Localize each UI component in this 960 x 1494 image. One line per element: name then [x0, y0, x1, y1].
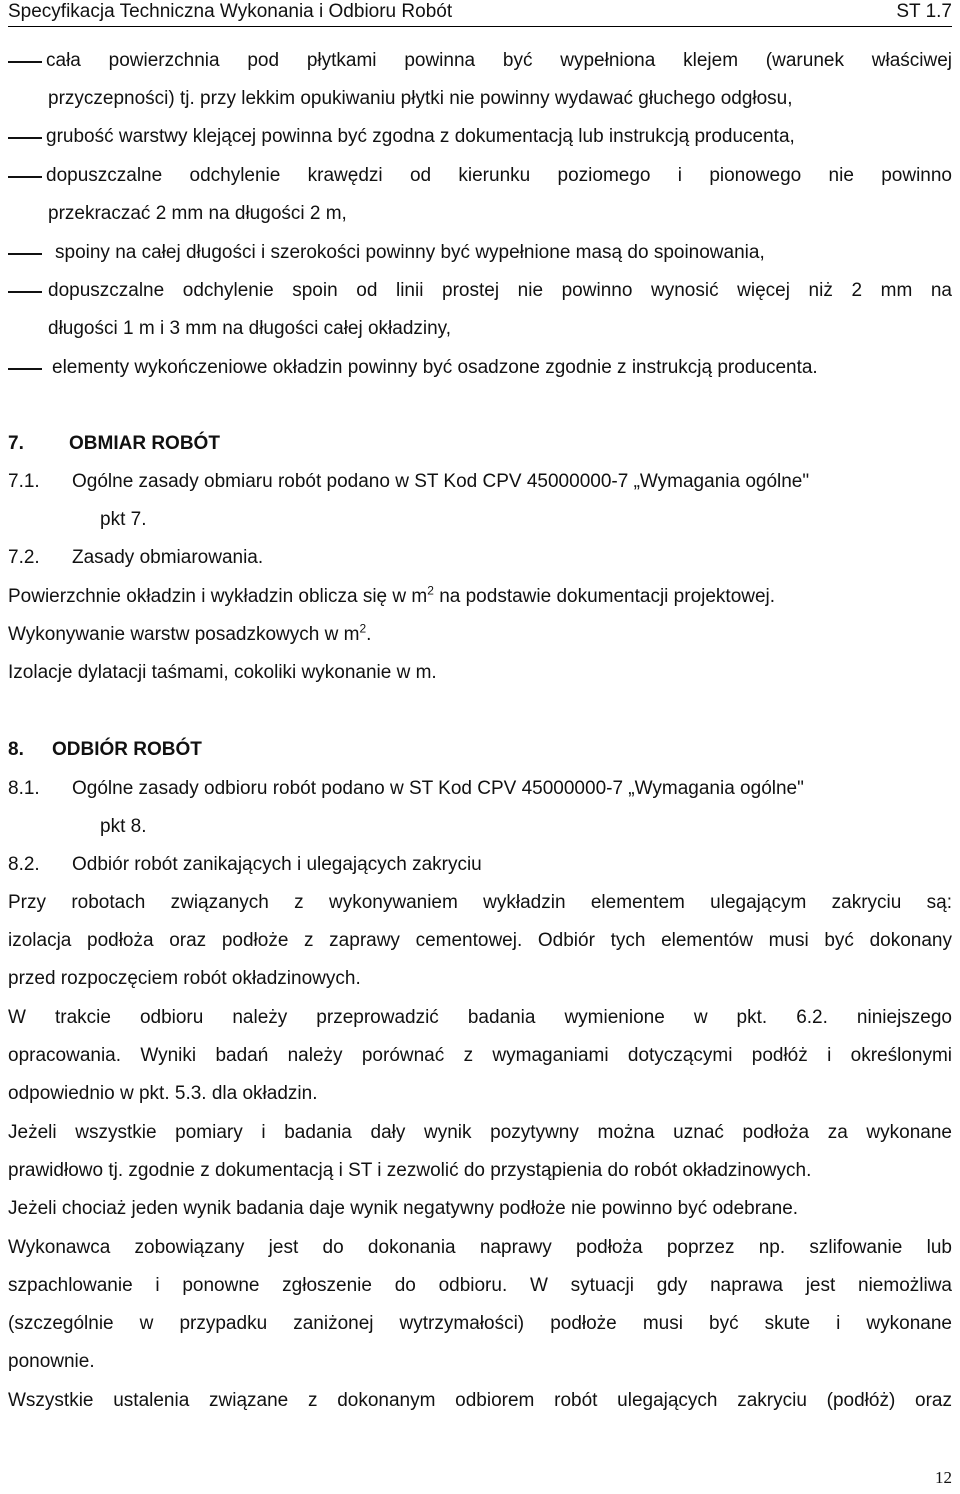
list-item [8, 357, 952, 381]
body-line: W trakcie odbioru należy przeprowadzić badania wymienione w pkt. 6.2. niniejszego [8, 1007, 952, 1028]
list-item [8, 280, 952, 340]
subsection-8-1-text-cont: pkt 8. [100, 816, 147, 837]
body-line: opracowania. Wyniki badań należy porównać z wymaganiami dotyczącymi podłóż i określonymi [8, 1045, 952, 1066]
measure-paragraph-3: Izolacje dylatacji taśmami, cokoliki wykonanie w m. [8, 662, 437, 683]
body-line: Przy robotach związanych z wykonywaniem wykładzin elementem ulegającym zakryciu są: [8, 892, 952, 913]
list-item [8, 165, 952, 225]
section-8-heading: ODBIÓR ROBÓT [52, 739, 202, 760]
measure-paragraph-1: Powierzchnie okładzin i wykładzin oblicza się w $m^2$ na podstawie dokumentacji projektowej. [8, 583, 776, 607]
body-line: Wykonawca zobowiązany jest do dokonania naprawy podłoża poprzez np. szlifowanie lub [8, 1237, 952, 1258]
measure-paragraph-2: Wykonywanie warstw posadzkowych w $m^2$. [8, 621, 372, 645]
document-title: Specyfikacja Techniczna Wykonania i Odbioru Robót [8, 1, 453, 22]
body-line: prawidłowo tj. zgodnie z dokumentacją i ST i zezwolić do przystąpienia do robót okładzinowych. [8, 1160, 812, 1181]
list-item [8, 126, 952, 150]
subsection-7-2-title: Zasady obmiarowania. [72, 547, 264, 568]
body-line: Wszystkie ustalenia związane z dokonanym odbiorem robót ulegających zakryciu (podłóż) oraz [8, 1390, 952, 1411]
subsection-7-2-number: 7.2. [8, 547, 40, 568]
body-line: odpowiednio w pkt. 5.3. dla okładzin. [8, 1083, 318, 1104]
body-line: izolacja podłoża oraz podłoże z zaprawy cementowej. Odbiór tych elementów musi być dokonany [8, 930, 952, 951]
section-8-number: 8. [8, 739, 24, 760]
subsection-8-2-number: 8.2. [8, 854, 40, 875]
list-item-text-cont: przyczepności) tj. przy lekkim opukiwaniu płytki nie powinny wydawać głuchego odgłosu, [48, 88, 793, 109]
body-line: ponownie. [8, 1351, 95, 1372]
list-item-text-cont: przekraczać 2 mm na długości 2 m, [48, 203, 347, 224]
page-number: 12 [935, 1468, 952, 1487]
body-line: przed rozpoczęciem robót okładzinowych. [8, 968, 361, 989]
subsection-7-1-text: Ogólne zasady obmiaru robót podano w ST Kod CPV 45000000-7 „Wymagania ogólne" [72, 471, 810, 492]
body-line: Jeżeli chociaż jeden wynik badania daje wynik negatywny podłoże nie powinno być odebrane. [8, 1198, 799, 1219]
subsection-7-1-number: 7.1. [8, 471, 40, 492]
subsection-7-1-text-cont: pkt 7. [100, 509, 147, 530]
section-7-heading: OBMIAR ROBÓT [69, 433, 220, 454]
list-item-text: spoiny na całej długości i szerokości powinny być wypełnione masą do spoinowania, [55, 242, 765, 263]
spec-code: ST 1.7 [896, 1, 952, 22]
list-item-text-cont: długości 1 m i 3 mm na długości całej okładziny, [48, 318, 452, 339]
subsection-8-1-number: 8.1. [8, 778, 40, 799]
subsection-8-1-text: Ogólne zasady odbioru robót podano w ST Kod CPV 45000000-7 „Wymagania ogólne" [72, 778, 804, 799]
page-header [8, 0, 952, 27]
body-line: (szczególnie w przypadku zaniżonej wytrzymałości) podłoże musi być skute i wykonane [8, 1313, 952, 1334]
list-item [8, 242, 952, 266]
list-item [8, 50, 952, 110]
body-line: Jeżeli wszystkie pomiary i badania dały wynik pozytywny można uznać podłoża za wykonane [8, 1122, 952, 1143]
list-item-text: cała powierzchnia pod płytkami powinna być wypełniona klejem (warunek właściwej [46, 50, 952, 71]
list-item-text: grubość warstwy klejącej powinna być zgodna z dokumentacją lub instrukcją producenta, [46, 126, 795, 147]
list-item-text: elementy wykończeniowe okładzin powinny być osadzone zgodnie z instrukcją producenta. [52, 357, 818, 378]
subsection-8-2-title: Odbiór robót zanikających i ulegających zakryciu [72, 854, 482, 875]
section-7-number: 7. [8, 433, 24, 454]
body-line: szpachlowanie i ponowne zgłoszenie do odbioru. W sytuacji gdy naprawa jest niemożliwa [8, 1275, 952, 1296]
list-item-text: dopuszczalne odchylenie krawędzi od kierunku poziomego i pionowego nie powinno [46, 165, 952, 186]
list-item-text: dopuszczalne odchylenie spoin od linii prostej nie powinno wynosić więcej niż 2 mm na [48, 280, 952, 301]
